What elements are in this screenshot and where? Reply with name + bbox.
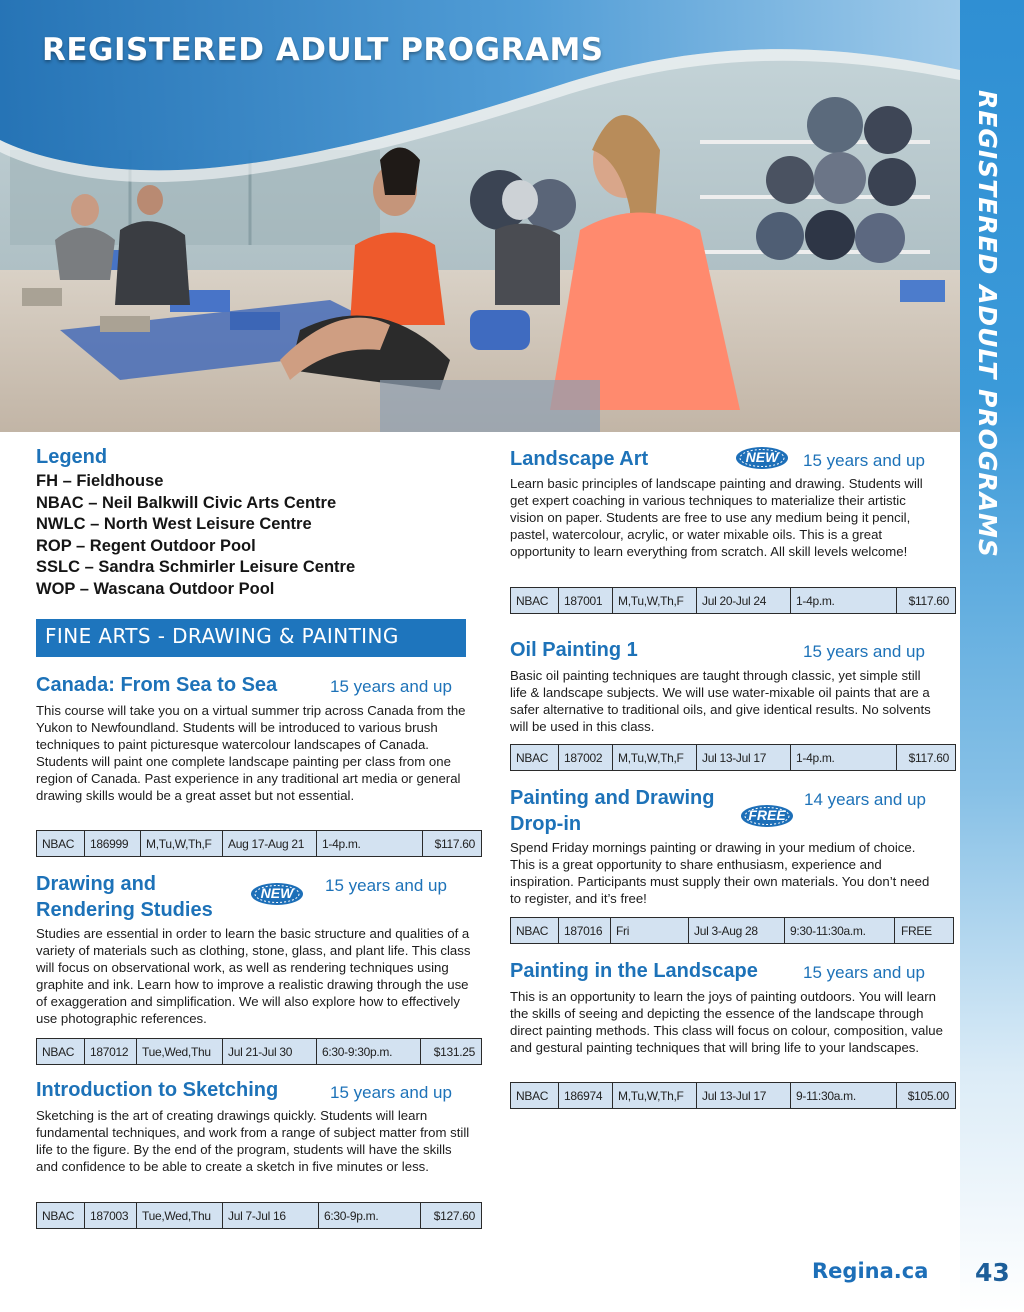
legend-title: Legend [36, 446, 108, 468]
hero-photo [0, 0, 960, 432]
location-code: NBAC [511, 588, 559, 613]
program-title-line-2: Rendering Studies [36, 899, 213, 921]
price: $131.25 [433, 1044, 475, 1059]
program-description: This is an opportunity to learn the joys of painting outdoors. You will learn the skills of seeing and depicting the essence of the landscape through direct painting methods. This class will focus on colour, composition, value and gestural painting techniques that will bring life to your landscapes. [510, 989, 943, 1055]
dates: Jul 3-Aug 28 [689, 918, 785, 943]
program-title-line-2: Drop-in [510, 813, 582, 835]
time: 1-4p.m. [317, 831, 423, 856]
course-code: 186974 [559, 1083, 613, 1108]
course-code: 187002 [559, 745, 613, 770]
new-badge [735, 446, 789, 470]
registration-row[interactable] [510, 744, 956, 771]
price: $127.60 [433, 1208, 475, 1223]
registration-row[interactable] [36, 830, 482, 857]
program-title: Oil Painting 1 [510, 639, 638, 661]
legend-item: ROP – Regent Outdoor Pool [36, 536, 256, 555]
dates: Jul 7-Jul 16 [223, 1203, 319, 1228]
section-heading: FINE ARTS - DRAWING & PAINTING [36, 619, 466, 657]
days: Tue,Wed,Thu [137, 1203, 223, 1228]
dates: Jul 20-Jul 24 [697, 588, 791, 613]
price: FREE [901, 923, 932, 938]
registration-row[interactable] [36, 1038, 482, 1065]
registration-row[interactable] [510, 587, 956, 614]
program-description: This course will take you on a virtual summer trip across Canada from the Yukon to Newfoundland. Students will be introduced to various brush techniques to paint picturesque watercolour landscapes of Canada. Students will paint one complete landscape painting per class from one region of Canada. Past experience in any traditional art media or general drawing skills would be a great asset but not essential. [36, 703, 466, 803]
program-title: Introduction to Sketching [36, 1079, 279, 1101]
time: 1-4p.m. [791, 588, 897, 613]
location-code: NBAC [37, 1039, 85, 1064]
program-description: Spend Friday mornings painting or drawing in your medium of choice. This is a great opportunity to share enthusiasm, experience and inspiration. Participants must supply their own materials. You don’t need to register, and it’s free! [510, 840, 930, 906]
dates: Jul 13-Jul 17 [697, 745, 791, 770]
time: 9-11:30a.m. [791, 1083, 897, 1108]
new-badge-label: NEW [260, 885, 294, 901]
days: Tue,Wed,Thu [137, 1039, 223, 1064]
course-code: 187003 [85, 1203, 137, 1228]
registration-row[interactable] [36, 1202, 482, 1229]
registration-row[interactable] [510, 917, 954, 944]
dates: Aug 17-Aug 21 [223, 831, 317, 856]
price: $105.00 [907, 1088, 949, 1103]
course-code: 187012 [85, 1039, 137, 1064]
days: Fri [611, 918, 689, 943]
price: $117.60 [908, 750, 949, 765]
location-code: NBAC [511, 745, 559, 770]
price: $117.60 [434, 836, 475, 851]
free-badge-label: FREE [748, 807, 786, 823]
program-title: Canada: From Sea to Sea [36, 674, 278, 696]
legend [36, 446, 355, 600]
legend-item: FH – Fieldhouse [36, 472, 164, 490]
program-title: Landscape Art [510, 448, 649, 470]
program-title-line-1: Painting and Drawing [510, 787, 715, 809]
location-code: NBAC [37, 831, 85, 856]
days: M,Tu,W,Th,F [613, 588, 697, 613]
page-number: 43 [975, 1258, 1010, 1287]
dates: Jul 21-Jul 30 [223, 1039, 317, 1064]
program-description: Sketching is the art of creating drawings quickly. Students will learn fundamental techniques, and work from a range of subject matter from still life to the figure. By the end of the program, students will have the skills and confidence to be able to create a sketch in five minutes or less. [36, 1108, 470, 1174]
location-code: NBAC [37, 1203, 85, 1228]
course-code: 187016 [559, 918, 611, 943]
program-age: 15 years and up [803, 963, 925, 982]
course-code: 187001 [559, 588, 613, 613]
registration-row[interactable] [510, 1082, 956, 1109]
time: 1-4p.m. [791, 745, 897, 770]
program-description: Basic oil painting techniques are taught through classic, yet simple still life & landscape subjects. We will use water-mixable oil paints that are a safer alternative to traditional oils, and give identical results. No solvents will be used in this class. [510, 668, 931, 734]
page-title: REGISTERED ADULT PROGRAMS [42, 32, 604, 68]
free-badge [740, 804, 794, 828]
legend-item: NWLC – North West Leisure Centre [36, 515, 312, 533]
course-code: 186999 [85, 831, 141, 856]
program-description: Studies are essential in order to learn the basic structure and qualities of a variety of materials such as clothing, stone, glass, and plant life. This class will focus on observational work, as well as rendering techniques using graphite and ink. Learn how to improve a realistic drawing through the use of exaggeration and simplification. We will also explore how to effectively use photographic references. [36, 926, 471, 1026]
program-age: 14 years and up [804, 790, 926, 809]
time: 9:30-11:30a.m. [785, 918, 895, 943]
days: M,Tu,W,Th,F [613, 1083, 697, 1108]
program-title: Painting in the Landscape [510, 960, 758, 982]
sidebar-label: REGISTERED ADULT PROGRAMS [973, 90, 1002, 558]
new-badge [250, 882, 304, 906]
program-age: 15 years and up [803, 451, 925, 470]
legend-item: NBAC – Neil Balkwill Civic Arts Centre [36, 493, 337, 512]
legend-item: WOP – Wascana Outdoor Pool [36, 579, 275, 598]
time: 6:30-9p.m. [319, 1203, 421, 1228]
program-age: 15 years and up [325, 876, 447, 895]
program-description: Learn basic principles of landscape painting and drawing. Students will get expert coaching in various techniques to materialize their artistic vision on paper. Students are free to use any medium being it pencil, pastel, watercolour, acrylic, or water mixable oils. This is a great opportunity to learn everything from scratch. All skill levels welcome! [510, 476, 923, 559]
days: M,Tu,W,Th,F [141, 831, 223, 856]
legend-item: SSLC – Sandra Schmirler Leisure Centre [36, 558, 356, 576]
program-age: 15 years and up [330, 1083, 452, 1102]
program-title-line-1: Drawing and [36, 873, 157, 895]
new-badge-label: NEW [745, 449, 779, 465]
location-code: NBAC [511, 1083, 559, 1108]
program-age: 15 years and up [330, 677, 452, 696]
price: $117.60 [908, 593, 949, 608]
days: M,Tu,W,Th,F [613, 745, 697, 770]
dates: Jul 13-Jul 17 [697, 1083, 791, 1108]
location-code: NBAC [511, 918, 559, 943]
program-age: 15 years and up [803, 642, 925, 661]
footer-site-link[interactable]: Regina.ca [812, 1259, 929, 1283]
time: 6:30-9:30p.m. [317, 1039, 421, 1064]
